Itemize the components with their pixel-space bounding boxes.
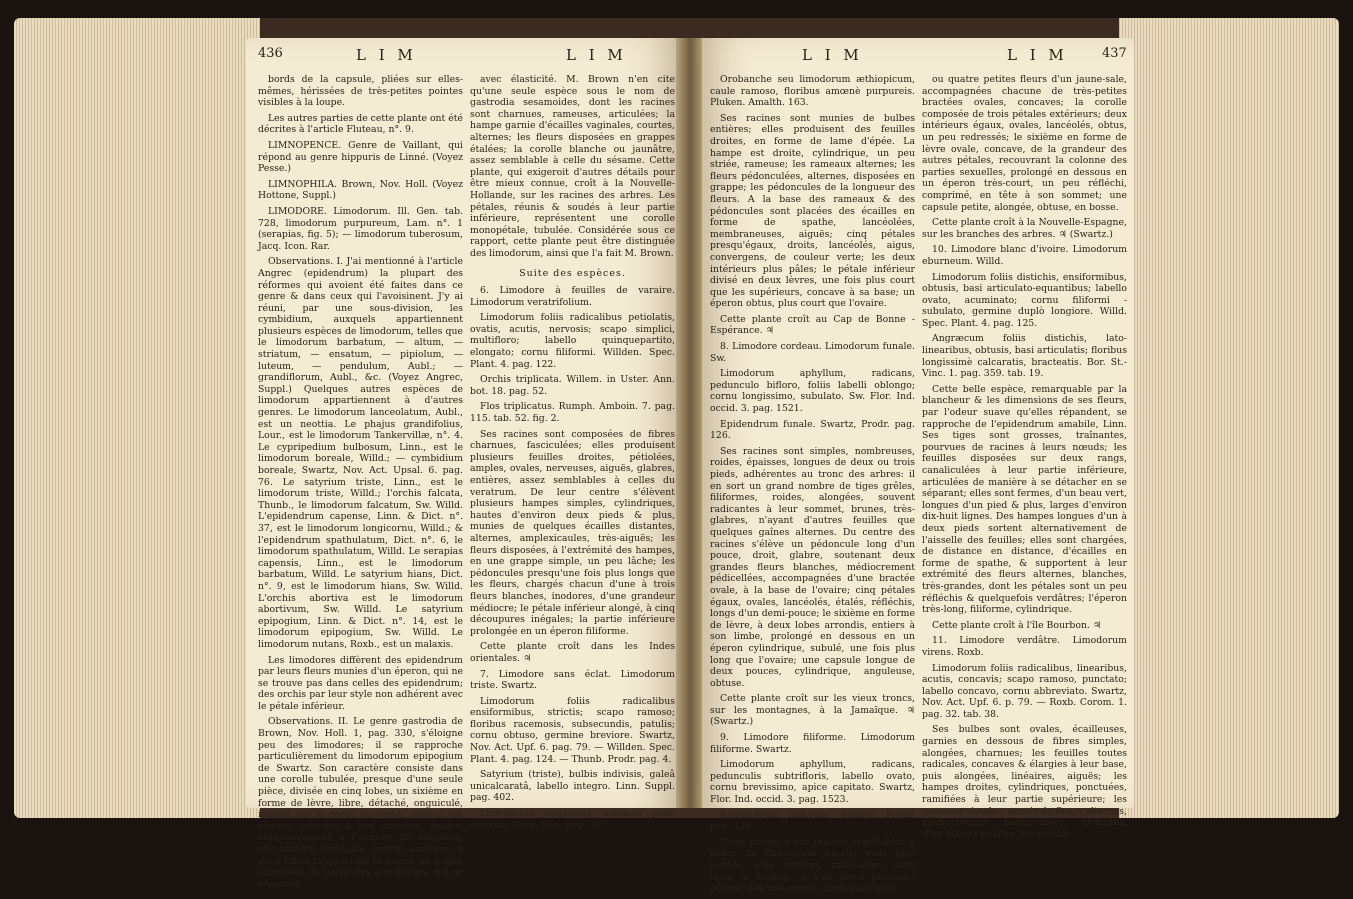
paragraph: 10. Limodore blanc d'ivoire. Limodorum eburneum. Willd.	[922, 244, 1127, 267]
paragraph: Limodorum aphyllum, radicans, pedunculis subtrifloris, labello ovato, cornu brevissimo, apice capitato. Swartz, Flor. Ind. occid. 3. pag. 1523.	[710, 759, 915, 806]
paragraph: LIMNOPENCE. Genre de Vaillant, qui répond au genre hippuris de Linné. (Voyez Pesse.)	[258, 139, 463, 175]
text-column-left	[258, 74, 463, 894]
running-head: L I M	[1007, 46, 1068, 64]
paragraph: ou quatre petites fleurs d'un jaune-sale, accompagnées chacune de très-petites bractées ovales, concaves; la corolle composée de trois pétales extérieurs; deux intérieurs égaux, ovales, lancéolés, obtus, un peu redressés; le sixième en forme de lèvre ovale, concave, de la grandeur des autres pétales, recouvrant la colonne des parties sexuelles, prolongé en dessous en un éperon très-court, un peu réfléchi, comprimé, en tête à son sommet; une capsule petite, alongée, obtuse, en bosse.	[922, 74, 1127, 213]
page-number: 437	[1102, 46, 1127, 61]
right-page-edges	[1119, 18, 1339, 818]
left-page	[246, 38, 678, 890]
text-column-left	[710, 74, 915, 899]
paragraph: Cette belle espèce, remarquable par la blancheur & les dimensions de ses fleurs, par l'odeur suave qu'elles répandent, se rapproche de l'epidendrum amabile, Linn. Ses tiges sont grosses, traînantes, pourvues de racines à leurs nœuds; les feuilles disposées sur deux rangs, canaliculées à leur partie inférieure, articulées de manière à se détacher en se séparant; elles sont fermes, d'un beau vert, longues d'un pied & plus, larges d'environ dix-huit lignes. Des hampes longues d'un à deux pieds sortent alternativement de l'aisselle des feuilles; elles sont chargées, de distance en distance, d'écailles en forme de spathe, & supportent à leur extrémité des fleurs alternes, blanches, très-grandes, dont les pétales sont un peu réfléchis & quelquefois verdâtres; l'éperon très-long, filiforme, cylindrique.	[922, 383, 1127, 616]
paragraph: bords de la capsule, pliées sur elles-mêmes, hérissées de très-petites pointes visibles à la loupe.	[258, 74, 463, 109]
right-page	[702, 38, 1134, 895]
running-head: L I M	[566, 46, 627, 64]
paragraph: Ses racines sont munies de bulbes entières; elles produisent des feuilles droites, en forme de lame d'épée. La hampe est droite, cylindrique, un peu striée, rameuse; les rameaux alternes; les fleurs pédonculées, alternes, disposées en grappe; les pédoncules de la longueur des fleurs. A la base des rameaux & des pédoncules sont placées des écailles en forme de spathe, lancéolées, membraneuses, aiguës; cinq pétales presqu'égaux, droits, lancéolés, aigus, convergens, de couleur verte; les deux intérieurs plus pâles; le pétale inférieur divisé en deux lèvres, une fois plus court que les supérieurs, concave à sa base; un éperon obtus, plus court que l'ovaire.	[710, 112, 915, 310]
paragraph: avec élasticité. M. Brown n'en cite qu'une seule espèce sous le nom de gastrodia sesamoides, dont les racines sont charnues, rameuses, articulées; la hampe garnie d'écailles vaginales, courtes, alternes; les fleurs disposées en grappes étalées; la corolle blanche ou jaunâtre, assez semblable à celle du sésame. Cette plante, qui exigeroit d'autres détails pour être mieux connue, croît à la Nouvelle-Hollande, sur les racines des arbres. Les pétales, réunis & soudés à leur partie inférieure, représentent une corolle monopétale, tubulée. Considérée sous ce rapport, cette plante peut être distinguée des limodorum, ainsi que l'a fait M. Brown.	[470, 74, 675, 259]
text-column-right	[922, 74, 1127, 844]
running-head: L I M	[356, 46, 417, 64]
paragraph: Ses bulbes sont ovales, écailleuses, garnies en dessous de fibres simples, alongées, charnues; les feuilles toutes radicales, concaves & élargies à leur base, puis alongées, linéaires, aiguës; les hampes droites, cylindriques, ponctuées, ramifiées à leur partie supérieure; les rameaux simples, garnis de fleurs alternes, médiocrement pédonculées, distantes, d'un blanc-verdâtre; les pétales	[922, 724, 1127, 840]
left-page-edges	[14, 18, 260, 818]
paragraph: Cette plante croît au Cap de Bonne - Espérance. ♃	[710, 313, 915, 337]
running-head: L I M	[802, 46, 863, 64]
paragraph: Suite des espèces.	[519, 267, 626, 279]
paragraph: Les limodores diffèrent des epidendrum par leurs fleurs munies d'un éperon, qui ne se trouve pas dans celles des epidendrum; des orchis par leur style non adhérent avec le pétale inférieur.	[258, 654, 463, 712]
paragraph: Cette plante croît à l'île Bourbon. ♃	[932, 619, 1102, 631]
paragraph: Ses racines sont composées de fibres charnues, fasciculées; elles produisent plusieurs feuilles droites, pétiolées, amples, ovales, nerveuses, aiguës, glabres, entières, assez semblables à celles du veratrum. De leur centre s'élèvent plusieurs hampes simples, cylindriques, hautes d'environ deux pieds & plus, munies de quelques écailles distantes, alternes, amplexicaules, très-aiguës; les fleurs disposées, à l'extrémité des hampes, en une grappe simple, un peu lâche; les pédoncules presqu'une fois plus longs que les fleurs, chargés chacun d'une à trois fleurs blanches, inodores, d'une grandeur médiocre; le pétale inférieur alongé, à cinq découpures inégales; la partie inférieure prolongée en un éperon filiforme.	[470, 428, 675, 637]
paragraph: Observations. I. J'ai mentionné à l'article Angrec (epidendrum) la plupart des réformes qui avoient été faites dans ce genre & dans ceux qui l'avoisinent. J'y ai réuni, par une sous-division, les cymbidium, auxquels appartiennent plusieurs espèces de limodorum, telles que le limodorum barbatum, — altum, — striatum, — ensatum, — pipiolum, — luteum, — pendulum, Aubl.; — grandiflorum, Aubl., &c. (Voyez Angrec, Suppl.) Quelques autres espèces de limodorum appartiennent à d'autres genres. Le limodorum lanceolatum, Aubl., est un neottia. Le phajus grandifolius, Lour., est le limodorum Tankervillæ, n°. 4. Le cypripedium bulbosum, Linn., est le limodorum boreale, Willd.; — cymbidium boreale, Swartz, Nov. Act. Upsal. 6. pag. 76. Le satyrium triste, Linn., est le limodorum triste, Willd.; l'orchis falcata, Thunb., le limodorum falcatum, Sw. Willd. L'epidendrum capense, Linn. & Dict. n°. 37, est le limodorum longicornu, Willd.; & l'epidendrum spathulatum, Dict. n°. 6, le limodorum spathulatum, Willd. Le serapias capensis, Linn., est le limodorum barbatum, Willd. Le satyrium hians, Dict. n°. 9, est le limodorum hians, Sw. Willd. L'orchis abortiva est le limodorum abortivum, Sw. Willd. Le satyrium epipogium, Linn. & Dict. n°. 14, est le limodorum epipogium, Sw. Willd. Le limodorum nutans, Roxb., est un malaxis.	[258, 256, 463, 650]
paragraph: Limodorum aphyllum, radicans, pedunculo bifloro, foliis labelli oblongo; cornu longissimo, subulato. Sw. Flor. Ind. occid. 3. pag. 1521.	[710, 368, 915, 415]
paragraph: 11. Limodore verdâtre. Limodorum virens. Roxb.	[922, 635, 1127, 658]
paragraph: LIMNOPHILA. Brown, Nov. Holl. (Voyez Hottone, Suppl.)	[258, 178, 463, 202]
paragraph: Cette plante croît à la Nouvelle-Espagne, sur les branches des arbres. ♃ (Swartz.)	[922, 217, 1127, 240]
paragraph: Flos triplicatus. Rumph. Amboin. 7. pag. 115. tab. 52. fig. 2.	[470, 401, 675, 425]
paragraph: Orchis triplicata. Willem. in Uster. Ann. bot. 18. pag. 52.	[470, 374, 675, 397]
paragraph: Limodorum foliis distichis, ensiformibus, obtusis, basi articulato-equantibus; labello ovato, acuminato; cornu filiformi - subulato, germine duplò longiore. Willd. Spec. Plant. 4. pag. 125.	[922, 271, 1127, 329]
paragraph: Epidendrum filiforme. Swartz, Prodr. pag. 126.	[710, 809, 915, 833]
paragraph: Limodorum foliis radicalibus, linearibus, acutis, concavis; scapo ramoso, punctato; labello concavo, cornu abbreviato. Swartz, Nov. Act. Upf. 6. p. 79. — Roxb. Corom. 1. pag. 32. tab. 38.	[922, 662, 1127, 720]
paragraph: 9. Limodore filiforme. Limodorum filiforme. Swartz.	[710, 732, 915, 755]
paragraph: Cette plante croît sur les vieux troncs, sur les montagnes, à la Jamaïque. ♃ (Swartz.)	[710, 693, 915, 728]
paragraph: 6. Limodore à feuilles de varaire. Limodorum veratrifolium.	[470, 285, 675, 308]
paragraph: Orobanche seu limodorum æthiopicum, caule ramoso, floribus amœnè purpureis. Pluken. Amalth. 163.	[710, 74, 915, 109]
paragraph: Limodorum (capense), nectario ponè cornuto. Berg. Cap. pag. 347.	[470, 808, 675, 831]
paragraph: Les autres parties de cette plante ont été décrites à l'article Fluteau, n°. 9.	[258, 112, 463, 136]
paragraph: 8. Limodore cordeau. Limodorum funale. Sw.	[710, 341, 915, 364]
paragraph: Cette plante croît dans les Indes orientales. ♃	[470, 641, 675, 664]
text-column-right	[470, 74, 675, 835]
paragraph: Satyrium (triste), bulbis indivisis, galeâ unicalcaratâ, labello integro. Linn. Suppl. pag. 402.	[470, 769, 675, 804]
paragraph: LIMODORE. Limodorum. Ill. Gen. tab. 728, limodorum purpureum, Lam. n°. 1 (serapias, fig. 5); — limodorum tuberosum, Jacq. Icon. Rar.	[258, 205, 463, 252]
paragraph: Epidendrum funale. Swartz, Prodr. pag. 126.	[710, 418, 915, 442]
paragraph: Ses racines sont simples, nombreuses, roides, épaisses, longues de deux ou trois pieds, adhérentes au tronc des arbres: il en sort un grand nombre de tiges grêles, filiformes, roides, alongées, souvent radicantes à leur sommet, brunes, très-glabres, n'ayant d'autres feuilles que quelques gaînes alternes. Du centre des racines s'élève un pédoncule long d'un pouce, droit, glabre, soutenant deux grandes fleurs blanches, médiocrement pédicellées, accompagnées d'une bractée ovale, à la base de l'ovaire; cinq pétales égaux, ovales, lancéolés, étalés, réfléchis, longs d'un demi-pouce; le sixième en forme de lèvre, à deux lobes arrondis, entiers à son limbe, prolongé en dessous en un éperon cylindrique, subulé, une fois plus long que l'ovaire; une capsule longue de deux pouces, cylindrique, anguleuse, obtuse.	[710, 445, 915, 689]
paragraph: 7. Limodore sans éclat. Limodorum triste. Swartz.	[470, 668, 675, 692]
paragraph: Limodorum foliis radicalibus petiolatis, ovatis, acutis, nervosis; scapo simplici, multifloro; labello quinquepartito, elongato; cornu filiformi. Willden. Spec. Plant. 4. pag. 122.	[470, 312, 675, 370]
paragraph: Observations. II. Le genre gastrodia de Brown, Nov. Holl. 1, pag. 330, s'éloigne peu des limodores; il se rapproche particulièrement du limodorum epipogium de Swartz. Son caractère consiste dans une corolle tubulée, presque d'une seule pièce, divisée en cinq lobes, un sixième en forme de lèvre, libre, détaché, onguiculé, incliné sur le corps du pistil; celui-ci est alongé, concave à son sommet, épaissi antérieurement à l'endroit du stigmate; une anthère terminale, mobile, caduque, à deux lobes rapprochés; la masse du pollen composée de particules anguleuses, qui se séparent	[258, 716, 463, 890]
paragraph: Cette plante a ses racines semblables à celles du limodorum funale, mais plus petites, plus étroites, rampantes, sans tiges ni feuilles: il s'en élève plusieurs pédoncules très-courts, soutenant trois	[710, 836, 915, 895]
book-gutter	[676, 38, 704, 808]
open-book	[14, 18, 1339, 895]
page-number: 436	[258, 46, 283, 61]
paragraph: Angræcum foliis distichis, lato-linearibus, obtusis, basi articulatis; floribus longissimè calcaratis, bracteatis. Bor. St.-Vinc. 1. pag. 359. tab. 19.	[922, 333, 1127, 380]
paragraph: Limodorum foliis radicalibus ensiformibus, strictis; scapo ramoso; floribus racemosis, subsecundis, patulis; cornu obtuso, germine breviore. Swartz, Nov. Act. Upf. 6. pag. 79. — Willden. Spec. Plant. 4. pag. 124. — Thunb. Prodr. pag. 4.	[470, 695, 675, 765]
